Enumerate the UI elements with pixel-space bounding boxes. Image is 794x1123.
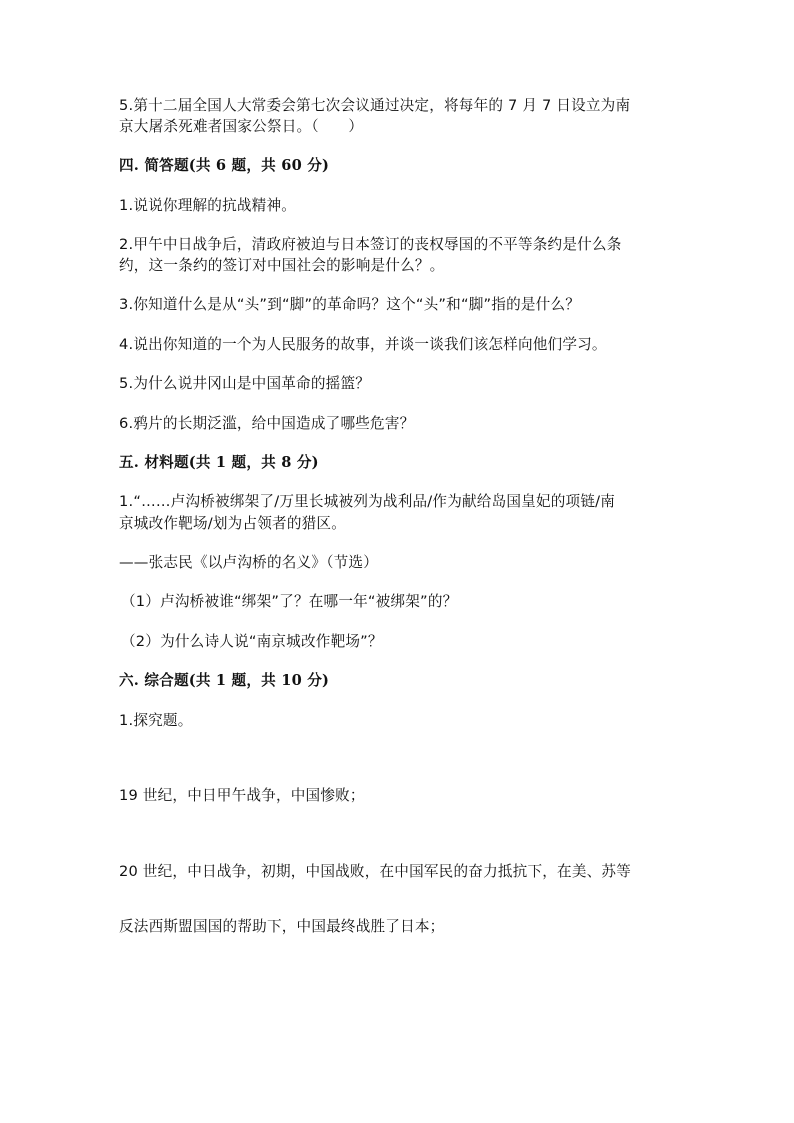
material-paragraph3: 反法西斯盟国国的帮助下，中国最终战胜了日本； [119,918,445,935]
section4-question6: 6.鸦片的长期泛滥，给中国造成了哪些危害？ [119,415,415,432]
poem-source: ——张志民《以卢沟桥的名义》（节选） [119,554,378,571]
section4-question1: 1.说说你理解的抗战精神。 [119,197,297,214]
section4-question4: 4.说出你知道的一个为人民服务的故事，并谈一谈我们该怎样向他们学习。 [119,336,607,353]
section4-question3: 3.你知道什么是从“头”到“脚”的革命吗？这个“头”和“脚”指的是什么？ [119,296,581,313]
q5-true-false-line1: 5.第十二届全国人大常委会第七次会议通过决定，将每年的 7 月 7 日设立为南 [119,97,631,114]
material-paragraph2: 20 世纪，中日战争，初期，中国战败，在中国军民的奋力抵抗下，在美、苏等 [119,863,632,880]
section4-heading: 四. 简答题(共 6 题，共 60 分) [119,157,330,174]
section5-heading: 五. 材料题(共 1 题，共 8 分) [119,454,319,471]
sub-question1: （1）卢沟桥被谁“绑架”了？在哪一年“被绑架”的？ [121,593,458,610]
section5-question1-line1: 1.“……卢沟桥被绑架了/万里长城被列为战利品/作为献给岛国皇妃的项链/南 [119,493,616,510]
section4-question2-line2: 约，这一条约的签订对中国社会的影响是什么？。 [119,257,445,274]
section6-heading: 六. 综合题(共 1 题，共 10 分) [119,672,330,689]
section6-question1: 1.探究题。 [119,712,193,729]
section4-question2-line1: 2.甲午中日战争后，清政府被迫与日本签订的丧权辱国的不平等条约是什么条 [119,236,622,253]
q5-true-false-line2: 京大屠杀死难者国家公祭日。（ ） [119,118,364,135]
sub-question2: （2）为什么诗人说“南京城改作靶场”？ [121,633,383,650]
material-paragraph1: 19 世纪，中日甲午战争，中国惨败； [119,787,365,804]
section4-question5: 5.为什么说井冈山是中国革命的摇篮？ [119,375,371,392]
section5-question1-line2: 京城改作靶场/划为占领者的猎区。 [119,515,347,532]
